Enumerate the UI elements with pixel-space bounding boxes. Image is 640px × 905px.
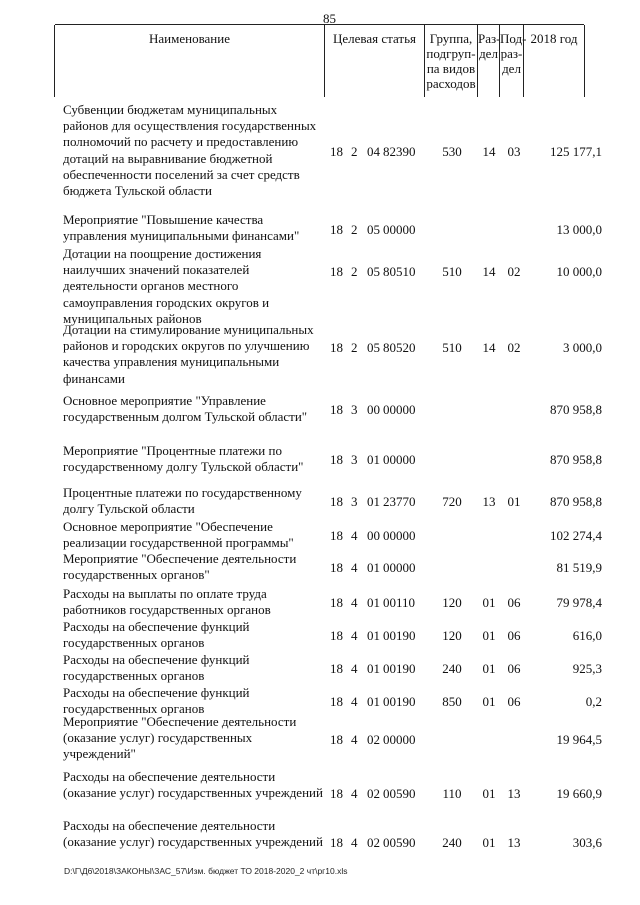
target-article-direction: 00590: [383, 786, 416, 801]
target-article-program: 18: [330, 628, 343, 643]
target-article-program: 18: [330, 402, 343, 417]
header-target-article: Целевая статья: [324, 25, 424, 97]
target-article-subprogram: 3: [351, 402, 358, 417]
amount-2018: 79 978,4: [556, 595, 602, 610]
amount-2018: 870 958,8: [550, 402, 602, 417]
target-article-program: 18: [330, 560, 343, 575]
file-path-footer: D:\Г\Д6\2018\ЗАКОНЫ\ЗАС_57\Изм. бюджет ТО 2018-2020_2 чт\рг10.xls: [64, 866, 348, 876]
subsection-code: 02: [507, 340, 521, 355]
row-name: Мероприятие "Процентные платежи по государственному долгу Тульской области": [63, 443, 304, 475]
target-article-subprogram: 4: [351, 528, 358, 543]
amount-2018: 10 000,0: [556, 264, 602, 279]
target-article-event: 05: [367, 222, 380, 237]
target-article-program: 18: [330, 528, 343, 543]
target-article-direction: 23770: [383, 494, 416, 509]
target-article-subprogram: 4: [351, 560, 358, 575]
target-article-event: 02: [367, 835, 380, 850]
amount-2018: 19 660,9: [556, 786, 602, 801]
amount-2018: 925,3: [572, 661, 602, 676]
section-code: 14: [482, 264, 496, 279]
subsection-code: 06: [507, 595, 521, 610]
row-name: Субвенции бюджетам муниципальных районов для осуществления государственных полномочий по расчету и предоставлению дотаций на выравнивание бюджетной обеспеченности поселений за счет средств бюджета Тульской области: [63, 102, 317, 199]
expense-group: 240: [442, 835, 462, 850]
section-code: 01: [482, 786, 496, 801]
target-article-direction: 82390: [383, 144, 416, 159]
header-group: Группа, подгруп- па видов расходов: [424, 25, 477, 97]
header-subsection: Под- раз- дел: [499, 25, 523, 97]
expense-group: 720: [442, 494, 462, 509]
expense-group: 240: [442, 661, 462, 676]
target-article-event: 02: [367, 786, 380, 801]
target-article-subprogram: 3: [351, 452, 358, 467]
section-code: 13: [482, 494, 496, 509]
target-article-subprogram: 2: [351, 264, 358, 279]
header-name: Наименование: [54, 25, 324, 97]
target-article-subprogram: 4: [351, 595, 358, 610]
amount-2018: 3 000,0: [563, 340, 602, 355]
row-name: Расходы на обеспечение функций государственных органов: [63, 619, 250, 651]
section-code: 01: [482, 595, 496, 610]
row-name: Основное мероприятие "Управление государственным долгом Тульской области": [63, 393, 308, 425]
target-article-event: 00: [367, 528, 380, 543]
subsection-code: 06: [507, 628, 521, 643]
target-article-program: 18: [330, 595, 343, 610]
target-article-event: 01: [367, 628, 380, 643]
target-article-subprogram: 4: [351, 835, 358, 850]
amount-2018: 616,0: [572, 628, 602, 643]
section-code: 01: [482, 628, 496, 643]
target-article-subprogram: 2: [351, 222, 358, 237]
target-article-subprogram: 4: [351, 694, 358, 709]
expense-group: 110: [442, 786, 462, 801]
target-article-subprogram: 2: [351, 144, 358, 159]
target-article-event: 01: [367, 560, 380, 575]
expense-group: 120: [442, 595, 462, 610]
row-name: Расходы на обеспечение функций государственных органов: [63, 652, 250, 684]
target-article-direction: 00000: [383, 528, 416, 543]
target-article-subprogram: 4: [351, 732, 358, 747]
target-article-direction: 00000: [383, 732, 416, 747]
subsection-code: 13: [507, 786, 521, 801]
amount-2018: 0,2: [585, 694, 602, 709]
target-article-subprogram: 3: [351, 494, 358, 509]
target-article-direction: 00110: [383, 595, 416, 610]
target-article-direction: 80520: [383, 340, 416, 355]
row-name: Дотации на стимулирование муниципальных районов и городских округов по улучшению качества управления муниципальными финансами: [63, 322, 314, 386]
amount-2018: 19 964,5: [556, 732, 602, 747]
header-year: 2018 год: [523, 25, 585, 97]
subsection-code: 06: [507, 661, 521, 676]
section-code: 01: [482, 694, 496, 709]
target-article-event: 05: [367, 264, 380, 279]
expense-group: 850: [442, 694, 462, 709]
section-code: 01: [482, 835, 496, 850]
subsection-code: 13: [507, 835, 521, 850]
target-article-event: 01: [367, 595, 380, 610]
amount-2018: 303,6: [572, 835, 602, 850]
section-code: 14: [482, 340, 496, 355]
target-article-subprogram: 4: [351, 628, 358, 643]
target-article-program: 18: [330, 264, 343, 279]
row-name: Расходы на обеспечение деятельности (оказание услуг) государственных учреждений: [63, 818, 323, 850]
target-article-direction: 80510: [383, 264, 416, 279]
target-article-direction: 00000: [383, 560, 416, 575]
row-name: Дотации на поощрение достижения наилучших значений показателей деятельности органов местного самоуправления городских округов и муниципальных районов: [63, 246, 270, 326]
amount-2018: 81 519,9: [556, 560, 602, 575]
target-article-subprogram: 4: [351, 786, 358, 801]
header-section: Раз- дел: [477, 25, 499, 97]
target-article-program: 18: [330, 452, 343, 467]
target-article-program: 18: [330, 340, 343, 355]
row-name: Мероприятие "Повышение качества управления муниципальными финансами": [63, 212, 300, 244]
target-article-event: 04: [367, 144, 380, 159]
row-name: Мероприятие "Обеспечение деятельности государственных органов": [63, 551, 297, 583]
target-article-program: 18: [330, 786, 343, 801]
target-article-program: 18: [330, 494, 343, 509]
target-article-subprogram: 2: [351, 340, 358, 355]
target-article-event: 01: [367, 494, 380, 509]
row-name: Основное мероприятие "Обеспечение реализации государственной программы": [63, 519, 294, 551]
target-article-program: 18: [330, 835, 343, 850]
page-number: 85: [323, 11, 336, 26]
section-code: 01: [482, 661, 496, 676]
target-article-direction: 00190: [383, 694, 416, 709]
target-article-program: 18: [330, 144, 343, 159]
amount-2018: 870 958,8: [550, 494, 602, 509]
expense-group: 510: [442, 264, 462, 279]
row-name: Процентные платежи по государственному долгу Тульской области: [63, 485, 302, 517]
subsection-code: 06: [507, 694, 521, 709]
target-article-program: 18: [330, 694, 343, 709]
target-article-direction: 00590: [383, 835, 416, 850]
subsection-code: 03: [507, 144, 521, 159]
table-header: [55, 24, 584, 97]
row-name: Расходы на обеспечение деятельности (оказание услуг) государственных учреждений: [63, 769, 323, 801]
target-article-direction: 00000: [383, 452, 416, 467]
amount-2018: 13 000,0: [556, 222, 602, 237]
target-article-event: 00: [367, 402, 380, 417]
expense-group: 120: [442, 628, 462, 643]
subsection-code: 02: [507, 264, 521, 279]
target-article-direction: 00190: [383, 661, 416, 676]
target-article-program: 18: [330, 661, 343, 676]
expense-group: 530: [442, 144, 462, 159]
section-code: 14: [482, 144, 496, 159]
target-article-event: 01: [367, 452, 380, 467]
target-article-direction: 00000: [383, 222, 416, 237]
row-name: Расходы на выплаты по оплате труда работников государственных органов: [63, 586, 271, 618]
row-name: Мероприятие "Обеспечение деятельности (оказание услуг) государственных учреждений": [63, 714, 297, 762]
target-article-subprogram: 4: [351, 661, 358, 676]
target-article-event: 01: [367, 694, 380, 709]
target-article-event: 01: [367, 661, 380, 676]
amount-2018: 870 958,8: [550, 452, 602, 467]
target-article-program: 18: [330, 732, 343, 747]
target-article-direction: 00190: [383, 628, 416, 643]
target-article-event: 02: [367, 732, 380, 747]
amount-2018: 102 274,4: [550, 528, 602, 543]
target-article-direction: 00000: [383, 402, 416, 417]
target-article-program: 18: [330, 222, 343, 237]
row-name: Расходы на обеспечение функций государственных органов: [63, 685, 250, 717]
amount-2018: 125 177,1: [550, 144, 602, 159]
target-article-event: 05: [367, 340, 380, 355]
subsection-code: 01: [507, 494, 521, 509]
expense-group: 510: [442, 340, 462, 355]
